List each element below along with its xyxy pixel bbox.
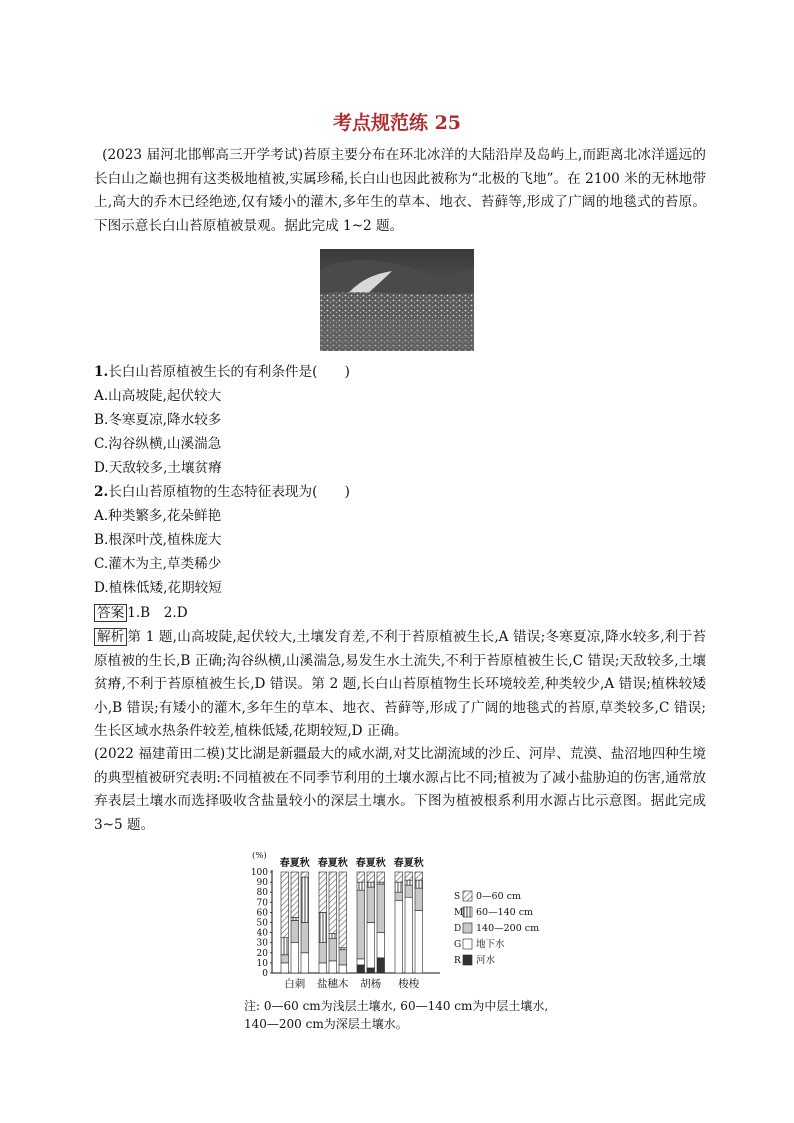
bar-segment-M xyxy=(357,882,365,890)
question-1 xyxy=(94,361,350,384)
season-label: 秋 xyxy=(413,858,424,869)
answer-line xyxy=(94,602,188,625)
q1-option-b: B.冬寒夏凉,降水较多 xyxy=(94,412,222,428)
bar-segment-D xyxy=(329,939,337,961)
y-tick-label: 100 xyxy=(250,868,268,878)
bar-segment-S xyxy=(415,872,423,880)
bar-segment-D xyxy=(291,920,299,942)
chart-note-line-2: 140—200 cm为深层土壤水。 xyxy=(244,1017,408,1031)
legend-swatch xyxy=(463,891,472,901)
y-tick-label: 30 xyxy=(256,938,268,949)
bar-segment-G xyxy=(415,910,423,973)
bar-segment-R xyxy=(367,968,375,973)
y-tick-label: 0 xyxy=(262,969,268,979)
bar-segment-S xyxy=(301,872,309,877)
bar-segment-S xyxy=(395,872,403,882)
bar-segment-G xyxy=(377,933,385,958)
legend-key: G xyxy=(454,940,462,950)
question-1-stem: 长白山苔原植被生长的有利条件是( ) xyxy=(108,364,350,380)
bar-segment-S xyxy=(291,872,299,917)
legend-label: 140—200 cm xyxy=(476,923,540,934)
q2-option-a: A.种类繁多,花朵鲜艳 xyxy=(94,508,222,524)
legend-key: R xyxy=(454,956,461,966)
q2-option-b: B.根深叶茂,植株庞大 xyxy=(94,532,222,548)
group-label: 盐穗木 xyxy=(317,978,349,990)
y-unit-label: (%) xyxy=(252,851,267,861)
bar-segment-M xyxy=(405,880,413,885)
bar-segment-M xyxy=(329,934,337,939)
y-tick-label: 90 xyxy=(256,878,268,889)
y-tick-label: 70 xyxy=(256,898,268,909)
answer-text: 1.B 2.D xyxy=(127,605,188,621)
bar-segment-M xyxy=(395,882,403,892)
analysis-label: 解析 xyxy=(94,628,127,646)
bar-segment-G xyxy=(395,900,403,973)
page-title: 考点规范练 25 xyxy=(332,112,462,134)
chart-note-line-1: 注: 0—60 cm为浅层土壤水, 60—140 cm为中层土壤水, xyxy=(244,999,549,1013)
group-label: 胡杨 xyxy=(360,978,382,990)
bar-segment-R xyxy=(357,965,365,973)
legend-key: M xyxy=(454,908,464,918)
season-label: 春 xyxy=(279,858,290,869)
legend-label: 河水 xyxy=(476,955,496,966)
legend-swatch xyxy=(463,939,472,949)
bar-segment-S xyxy=(281,872,289,938)
bar-segment-S xyxy=(319,872,327,912)
bar-segment-D xyxy=(357,890,365,959)
y-tick-label: 60 xyxy=(256,908,268,919)
legend-key: D xyxy=(454,924,462,934)
analysis-passage xyxy=(94,626,706,744)
season-label: 春 xyxy=(317,858,328,869)
bar-segment-D xyxy=(301,923,309,953)
group-label: 梭梭 xyxy=(398,978,420,990)
q2-option-c: C.灌木为主,草类稀少 xyxy=(94,556,222,572)
bar-segment-D xyxy=(367,887,375,922)
bar-segment-R xyxy=(377,958,385,973)
bar-segment-M xyxy=(367,882,375,887)
q1-option-d: D.天敌较多,土壤贫瘠 xyxy=(94,460,222,476)
bar-segment-D xyxy=(281,955,289,963)
legend-swatch xyxy=(463,923,472,933)
bar-segment-M xyxy=(377,882,385,884)
bar-segment-M xyxy=(301,877,309,922)
bar-segment-D xyxy=(415,888,423,910)
bar-segment-D xyxy=(339,950,347,965)
group-label: 白刺 xyxy=(284,978,306,990)
y-tick-label: 50 xyxy=(256,918,268,929)
q2-option-d: D.植株低矮,花期较短 xyxy=(94,580,222,596)
bar-segment-G xyxy=(301,953,309,973)
season-label: 秋 xyxy=(337,858,348,869)
bar-segment-G xyxy=(367,923,375,968)
legend-key: S xyxy=(454,892,461,902)
season-label: 夏 xyxy=(403,858,414,869)
season-label: 春 xyxy=(393,858,404,869)
question-1-number: 1. xyxy=(94,364,109,380)
bar-segment-S xyxy=(367,872,375,882)
q1-option-a: A.山高坡陡,起伏较大 xyxy=(94,388,222,404)
bar-segment-D xyxy=(377,884,385,932)
season-label: 夏 xyxy=(289,858,300,869)
season-label: 夏 xyxy=(327,858,338,869)
y-tick-label: 80 xyxy=(256,888,268,899)
bar-segment-S xyxy=(329,872,337,934)
question-2-stem: 长白山苔原植物的生态特征表现为( ) xyxy=(108,484,350,500)
bar-segment-S xyxy=(357,872,365,882)
y-tick-label: 20 xyxy=(256,948,268,959)
bar-segment-M xyxy=(339,948,347,950)
question-2 xyxy=(94,481,350,504)
analysis-text: 第 1 题,山高坡陡,起伏较大,土壤发育差,不利于苔原植被生长,A 错误;冬寒夏凉,降水较多,利于苔原植被的生长,B 正确;沟谷纵横,山溪湍急,易发生水土流失,不利于苔原植被生长,C 错误;天敌较多,土壤贫瘠,不利于苔原植被生长,D 错误。第 2 题,长白山苔原植物生长环境较差,种类较少,A 错误;植株较矮小,B 错误;有矮小的灌木,多年生的草本、地衣、苔藓等,形成了广阔的地毯式的苔原,草类较多,C 错误;生长区域水热条件较差,植株低矮,花期较短,D 正确。 xyxy=(94,629,706,739)
answer-label: 答案 xyxy=(94,604,127,622)
season-label: 夏 xyxy=(365,858,376,869)
season-label: 秋 xyxy=(375,858,386,869)
bar-segment-D xyxy=(395,892,403,900)
legend-label: 地下水 xyxy=(476,939,505,950)
bar-segment-S xyxy=(405,872,413,880)
bar-segment-S xyxy=(377,872,385,882)
q1-option-c: C.沟谷纵横,山溪湍急 xyxy=(94,436,222,452)
question-2-number: 2. xyxy=(94,484,109,500)
bar-segment-M xyxy=(319,912,327,942)
season-label: 春 xyxy=(355,858,366,869)
bar-segment-D xyxy=(405,885,413,897)
bar-segment-G xyxy=(281,963,289,973)
intro-passage-1: (2023 届河北邯郸高三开学考试)苔原主要分布在环北冰洋的大陆沿岸及岛屿上,而距离北冰洋遥远的长白山之巅也拥有这类极地植被,实属珍稀,长白山也因此被称为“北极的飞地”。在 2100 米的无林地带上,高大的乔木已经绝迹,仅有矮小的灌木,多年生的草本、地衣、苔藓等,形成了广阔的地毯式的苔原。下图示意长白山苔原植被景观。据此完成 1~2 题。 xyxy=(94,147,706,234)
bar-segment-M xyxy=(415,880,423,888)
bar-segment-G xyxy=(339,965,347,973)
y-tick-label: 40 xyxy=(256,928,268,939)
bar-segment-G xyxy=(329,961,337,973)
intro-passage-2: (2022 福建莆田二模)艾比湖是新疆最大的咸水湖,对艾比湖流域的沙丘、河岸、荒漠、盐沼地四种生境的典型植被研究表明:不同植被在不同季节利用的土壤水源占比不同;植被为了减小盐胁迫的伤害,通常放弃表层土壤水而选择吸收含盐量较小的深层土壤水。下图为植被根系利用水源占比示意图。据此完成 3~5 题。 xyxy=(94,746,706,833)
legend-swatch xyxy=(463,907,472,917)
water-source-stacked-bar-chart xyxy=(250,846,550,996)
legend-label: 0—60 cm xyxy=(476,891,521,902)
legend-label: 60—140 cm xyxy=(476,907,534,918)
bar-segment-G xyxy=(357,959,365,965)
tundra-landscape-photo xyxy=(320,249,474,351)
season-label: 秋 xyxy=(299,858,310,869)
bar-segment-M xyxy=(281,938,289,955)
bar-segment-G xyxy=(405,897,413,973)
bar-segment-G xyxy=(319,963,327,973)
bar-segment-D xyxy=(319,943,327,963)
y-tick-label: 10 xyxy=(256,958,268,969)
bar-segment-S xyxy=(339,872,347,948)
bar-segment-G xyxy=(291,943,299,973)
legend-swatch xyxy=(463,955,472,965)
bar-segment-M xyxy=(291,917,299,920)
